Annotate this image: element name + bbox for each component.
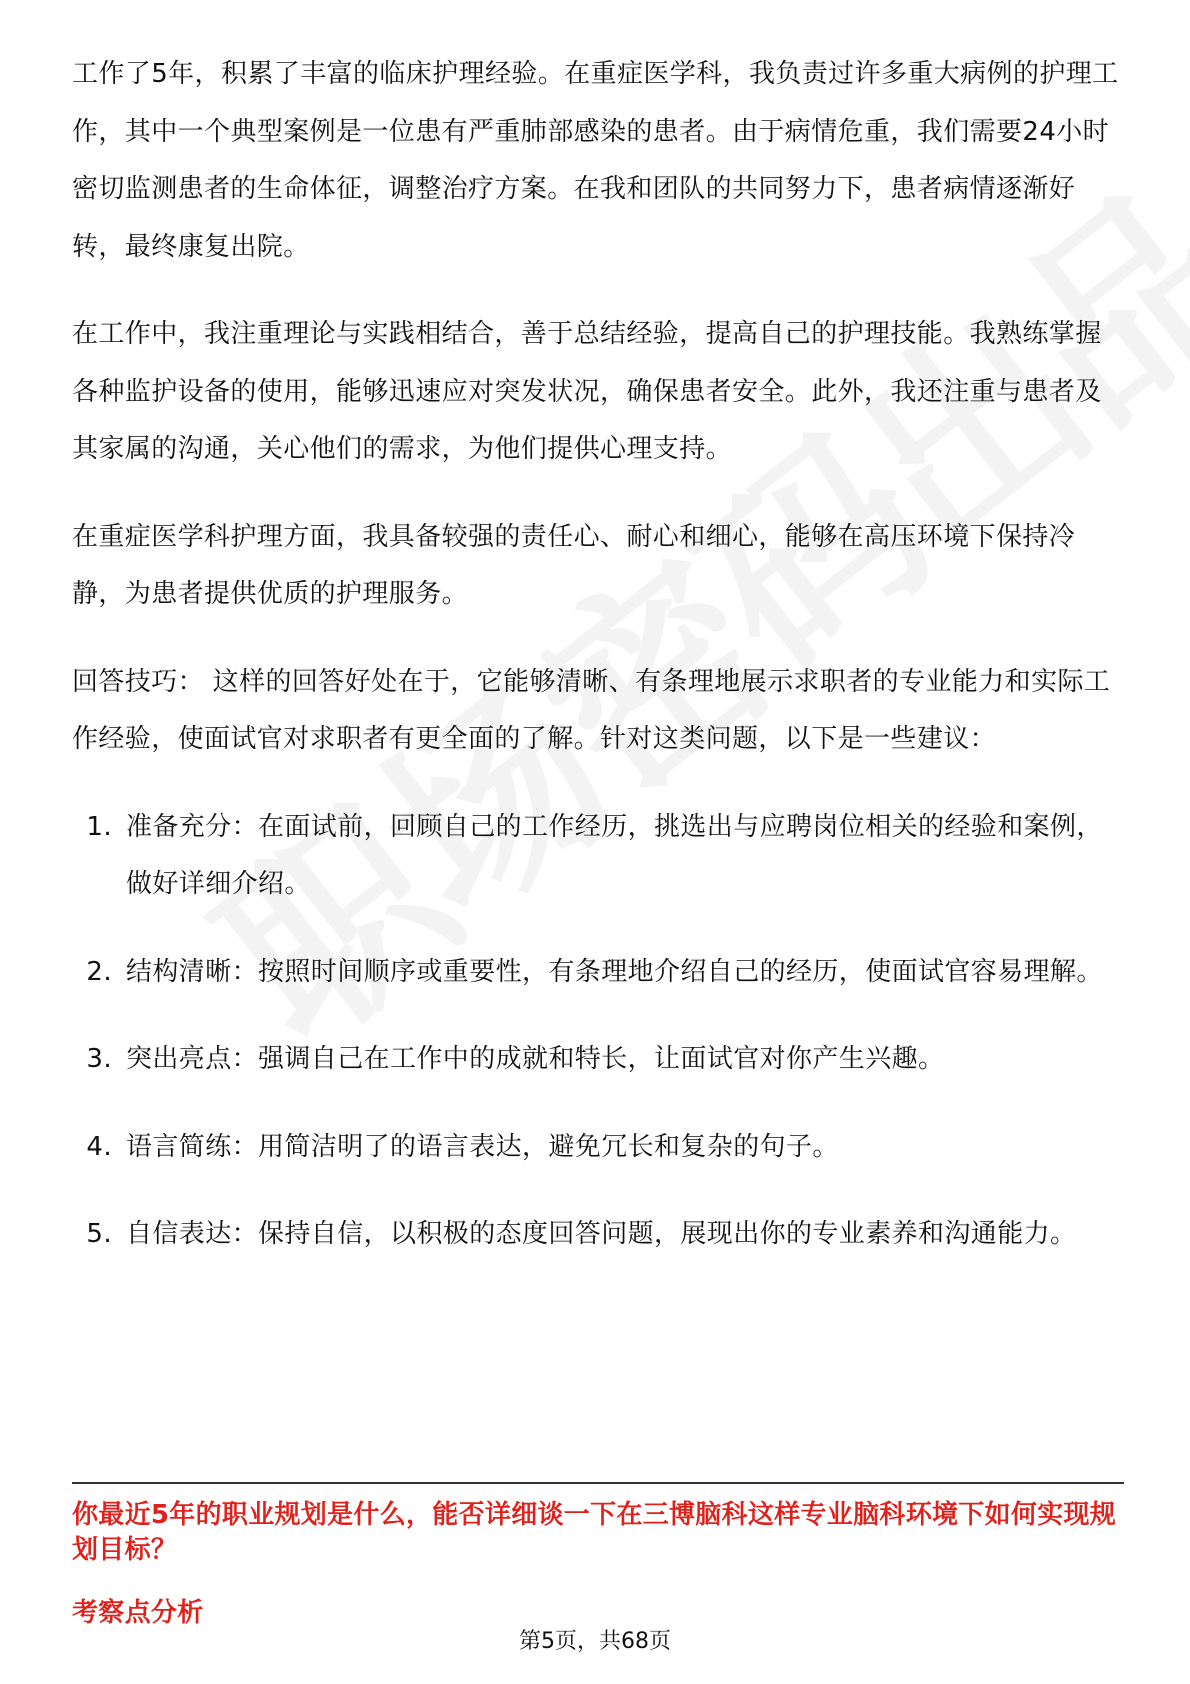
page-number: 第5页，共68页	[519, 1629, 671, 1654]
section-title: 考察点分析	[72, 1598, 204, 1628]
list-item	[72, 1206, 1122, 1264]
list-item-text: 语言简练：用简洁明了的语言表达，避免冗长和复杂的句子。	[126, 1131, 839, 1162]
paragraph-experience: 工作了5年，积累了丰富的临床护理经验。在重症医学科，我负责过许多重大病例的护理工作，其中一个典型案例是一位患有严重肺部感染的患者。由于病情危重，我们需要24小时密切监测患者的生命体征，调整治疗方案。在我和团队的共同努力下，患者病情逐渐好转，最终康复出院。	[72, 59, 1119, 262]
list-item-number: 4.	[86, 1131, 112, 1162]
tips-list	[72, 799, 1122, 1264]
interview-question: 你最近5年的职业规划是什么，能否详细谈一下在三博脑科这样专业脑科环境下如何实现规划目标？	[72, 1500, 1117, 1565]
list-item-number: 1.	[86, 811, 112, 842]
list-item-text: 结构清晰：按照时间顺序或重要性，有条理地介绍自己的经历，使面试官容易理解。	[126, 956, 1103, 987]
list-item	[72, 1031, 1122, 1089]
list-item-text: 自信表达：保持自信，以积极的态度回答问题，展现出你的专业素养和沟通能力。	[126, 1219, 1077, 1249]
paragraph-qualities: 在重症医学科护理方面，我具备较强的责任心、耐心和细心，能够在高压环境下保持冷静，为患者提供优质的护理服务。	[72, 521, 1076, 609]
list-item	[72, 1119, 1122, 1177]
list-item-number: 3.	[86, 1044, 112, 1074]
list-item-text: 准备充分：在面试前，回顾自己的工作经历，挑选出与应聘岗位相关的经验和案例，做好详细介绍。	[126, 811, 1103, 899]
list-item-number: 2.	[86, 956, 112, 987]
section-divider	[72, 1482, 1124, 1484]
list-item-text: 突出亮点：强调自己在工作中的成就和特长，让面试官对你产生兴趣。	[126, 1044, 945, 1074]
body-content	[72, 46, 1122, 1294]
paragraph-answer-tips: 回答技巧： 这样的回答好处在于，它能够清晰、有条理地展示求职者的专业能力和实际工作经验，使面试官对求职者有更全面的了解。针对这类问题，以下是一些建议：	[72, 666, 1111, 754]
paragraph-skills: 在工作中，我注重理论与实践相结合，善于总结经验，提高自己的护理技能。我熟练掌握各种监护设备的使用，能够迅速应对突发状况，确保患者安全。此外，我还注重与患者及其家属的沟通，关心他们的需求，为他们提供心理支持。	[72, 319, 1102, 464]
list-item	[72, 944, 1122, 1002]
list-item-number: 5.	[86, 1219, 112, 1249]
list-item	[72, 799, 1122, 914]
